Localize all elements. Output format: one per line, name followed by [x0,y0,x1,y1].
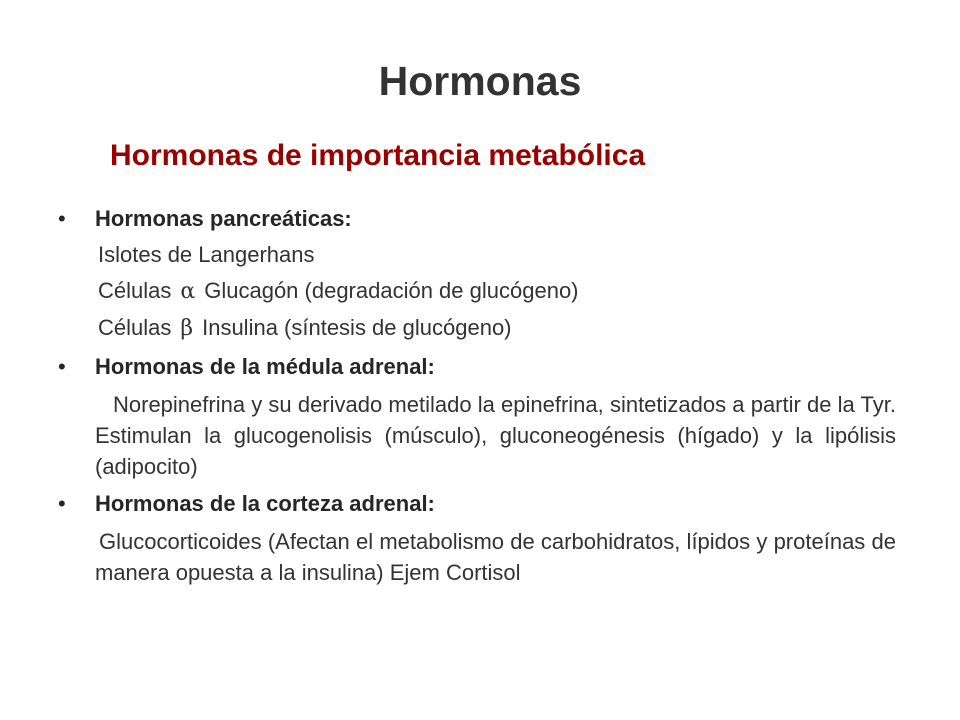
bullet-heading: Hormonas de la médula adrenal: [95,354,435,379]
paragraph-text: Glucocorticoides (Afectan el metabolismo de carbohidratos, lípidos y proteínas de manera opuesta a la insulina) Ejem Cortisol [95,529,896,585]
alpha-symbol: α [180,279,196,304]
bullet-dot: • [58,206,66,231]
sub-line-text: Insulina (síntesis de glucógeno) [202,315,512,340]
beta-symbol: β [180,316,194,341]
bullet-pancreatic-hormones [58,203,896,235]
bullet-dot: • [58,491,66,516]
bullet-adrenal-medulla-hormones [58,351,896,383]
slide-title: Hormonas [378,58,582,104]
bullet-heading: Hormonas pancreáticas: [95,206,352,231]
sub-line-text: Glucagón (degradación de glucógeno) [204,278,579,303]
sub-line-beta-cells [58,312,896,345]
sub-line-prefix: Células [98,278,172,303]
sub-line-alpha-cells [58,275,896,308]
slide-subtitle: Hormonas de importancia metabólica [110,139,646,172]
sub-line-islets [58,239,896,271]
bullet-dot: • [58,354,66,379]
paragraph-text: Norepinefrina y su derivado metilado la epinefrina, sintetizados a partir de la Tyr. Estimulan la glucogenolisis (músculo), gluconeogénesis (hígado) y la lipólisis (adipocito) [95,392,896,479]
paragraph-adrenal-cortex [58,526,896,588]
bullet-adrenal-cortex-hormones [58,488,896,520]
bullet-heading: Hormonas de la corteza adrenal: [95,491,435,516]
sub-line-prefix: Células [98,315,172,340]
slide-content [58,203,896,588]
paragraph-adrenal-medulla [58,389,896,482]
sub-line-text: Islotes de Langerhans [98,242,315,267]
